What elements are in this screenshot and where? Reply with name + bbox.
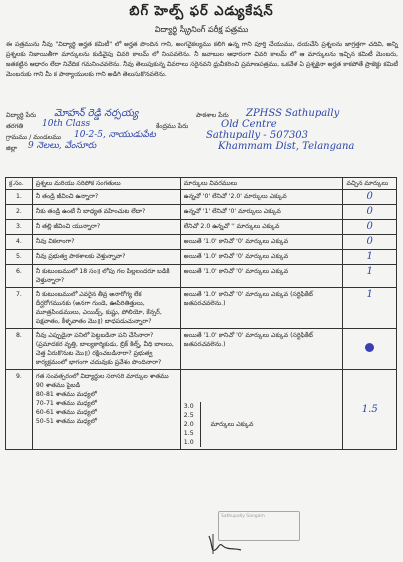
student-details-section — [6, 110, 398, 154]
row-question: నీకు తండ్రి ఉంటే నీ బాధ్యత వహించుట లేదా? — [32, 205, 180, 220]
row-number: 2. — [6, 205, 33, 220]
table-row — [6, 288, 397, 329]
form-subtitle: విద్యార్థి స్క్రీనింగ్ పరీక్ష పత్రము — [154, 25, 249, 34]
state-value: Khammam Dist, Telangana — [218, 141, 355, 152]
header-details: మార్కులు వివరములు — [180, 178, 343, 190]
address-value: 10-2-5, నాయుడుపేట — [74, 130, 156, 140]
table-row — [6, 190, 397, 205]
row-number: 1. — [6, 190, 33, 205]
table-row — [6, 329, 397, 370]
handwritten-mark: 0 — [366, 206, 373, 217]
row-details: ఉన్నచో '1' లేనిచో '0' మార్కులు ఎక్కువ — [180, 205, 343, 220]
handwritten-mark: 1 — [366, 289, 373, 300]
point-item: 1.5 — [183, 430, 194, 437]
header-serial: క్ర.సం. — [6, 178, 33, 190]
centre-label: కేంద్రము పేరు — [156, 123, 189, 130]
handwritten-mark: 1 — [366, 251, 373, 262]
row-number: 4. — [6, 235, 33, 250]
row-question: నీవు వికలాంగా? — [32, 235, 180, 250]
row-question: నీ కుటుంబములో ఎవరైన తీవ్ర అనారోగ్య లేక దీర్ఘరోగమునకు (అనగా గుండె, ఊపిరితిత్తులు, మూత్రపిండములు, ఎయిడ్స్, కుష్టు, పోలియో, కేన్సర్, పక్షవాతం, కీళ్ళవాతం మొ॥) బాధపడుచున్నారా? — [32, 288, 180, 329]
row-mark — [343, 370, 397, 450]
header-question: ప్రశ్నలు మరియు సరిపోక సంగతులు — [32, 178, 180, 190]
row-question-text: గత సంవత్సరంలో విద్యార్థుల సరాసరి మార్కుల శాతము — [35, 373, 169, 380]
row-details: అయితే '1.0' కానిచో '0' మార్కులు ఎక్కువ (సర్టిఫికేట్ జతపరచవలెను.) — [180, 329, 343, 370]
row-question: నీవు ప్రభుత్వ పాఠశాలకు వెళ్తున్నావా? — [32, 250, 180, 265]
row-question — [32, 370, 180, 450]
school-value: ZPHSS Sathupally — [246, 108, 340, 119]
points-list — [184, 402, 201, 447]
point-item: 2.0 — [183, 421, 194, 428]
name-value: మోహన్ రెడ్డి నర్సయ్య — [54, 108, 139, 119]
row-mark — [343, 250, 397, 265]
row-number: 8. — [6, 329, 33, 370]
handwritten-mark: 0 — [366, 191, 373, 202]
name-label: విద్యార్థి పేరు — [6, 112, 37, 119]
range-item: 90 శాతము పైబడి — [35, 382, 81, 389]
row-question: నీ కుటుంబములో 18 సం॥ లోపు గల పిల్లలందరూ బడికి వెళ్తున్నారా? — [32, 265, 180, 288]
row-details: అయితే '1.0' కానిచో '0' మార్కులు ఎక్కువ — [180, 235, 343, 250]
row-question: నీ తండ్రి జీవించి ఉన్నారా? — [32, 190, 180, 205]
row-details: లేనిచో 2.0 ఉన్నచో '' మార్కులు ఎక్కువ — [180, 220, 343, 235]
row-mark — [343, 190, 397, 205]
district-row — [6, 143, 398, 154]
class-row — [6, 121, 398, 132]
signature-icon — [205, 532, 245, 556]
address-label: గ్రామము / మండలము — [6, 134, 62, 141]
table-row — [6, 205, 397, 220]
class-label: తరగతి — [6, 123, 24, 130]
ink-scribble-mark — [365, 343, 374, 352]
class-value: 10th Class — [42, 119, 91, 129]
instructions-paragraph: ఈ పత్రమును నీవు "విద్యార్థి అర్హత కమిటీ" లో అర్హత పొందిన గాని, అంగవైకల్యము కలిగి ఉన్న గాని పూర్తి చేయుము, దయచేసి ప్రశ్నలను జాగ్రత్తగా చదివి, అన్ని ప్రశ్నలకు నిజాయితీగా మార్కులను కుడివైపు చివరి కాలమ్ లో నింపవలెను. నీ జవాబుల ఆధారంగా చివరి కాలమ్ లో ఆ మార్కులను ఇచ్చిన కమిటీ మెంబరు, జతకట్టిన ఆధారం లేదా నివేదిక గమనించవలెను. నీవు తెలుపుకున్న వివరాలు సరైనవని ధ్రువీకరించి ప్రమాణపత్రము, ఒకవేళ ఏ ప్రశ్నకైనా అర్హత కాకపోతే ప్రాజెక్టు కమిటీ మెంబరుకు గాని మీ క పాఠ్యాయులకు గాని అడిగి తెలుసుకొనవలెను. — [6, 41, 398, 78]
table-row — [6, 220, 397, 235]
row-details: అయితే '1.0' కానిచో '0' మార్కులు ఎక్కువ — [180, 265, 343, 288]
form-title: బిగ్ హెల్ప్ ఫర్ ఎడ్యుకేషన్ — [129, 4, 274, 19]
row-number: 9. — [6, 370, 33, 450]
table-row — [6, 265, 397, 288]
row-question: నీ తల్లి జీవించి యున్నారా? — [32, 220, 180, 235]
row-details — [180, 370, 343, 450]
school-label: పాఠశాల పేరు — [196, 112, 229, 119]
table-row — [6, 235, 397, 250]
row-mark — [343, 265, 397, 288]
official-stamp: Sathupally Sangam — [218, 511, 300, 541]
row-mark — [343, 329, 397, 370]
screening-table — [5, 177, 397, 450]
table-row — [6, 370, 397, 450]
row-mark — [343, 235, 397, 250]
handwritten-mark: 0 — [366, 236, 373, 247]
row-mark — [343, 220, 397, 235]
district-label: జిల్లా — [6, 145, 18, 152]
village-value: Sathupally - 507303 — [206, 130, 309, 141]
percentage-ranges — [36, 381, 177, 426]
range-item: 70-71 శాతము మధ్యలో — [35, 400, 97, 407]
point-item: 3.0 — [183, 403, 194, 410]
row-number: 6. — [6, 265, 33, 288]
row-number: 3. — [6, 220, 33, 235]
row-mark — [343, 288, 397, 329]
range-item: 60-61 శాతము మధ్యలో — [35, 409, 97, 416]
table-row — [6, 250, 397, 265]
range-item: 50-51 శాతము మధ్యలో — [35, 418, 97, 425]
row-details: అయితే '1.0' కానిచో '0' మార్కులు ఎక్కువ — [180, 250, 343, 265]
header-marks: వచ్చిన మార్కులు — [343, 178, 397, 190]
row-details: ఉన్నచో '0' లేనిచో '2.0' మార్కులు ఎక్కువ — [180, 190, 343, 205]
point-item: 1.0 — [183, 439, 194, 446]
centre-value: Old Centre — [221, 119, 277, 130]
handwritten-mark: 1 — [366, 266, 373, 277]
handwritten-mark: 0 — [366, 221, 373, 232]
row-details: అయితే '1.0' కానిచో '0' మార్కులు ఎక్కువ (సర్టిఫికేట్ జతపరచవలెను.) — [180, 288, 343, 329]
point-item: 2.5 — [183, 412, 194, 419]
row-question: నీవు ఎప్పుడైనా పనిలో పెట్టబడినా పని చేసినారా? (ప్రమాదకర వృత్తి, బాల్యకార్మికుడు, బ్రిక్ కిల్న్, వీధి బాలలు, చెత్త ఏరుకొనుట మొ॥) రక్షించబడినారా? ప్రభుత్వ కార్యక్రమంలో భాగంగా చదువుకు ప్రవేశం పొందినారా? — [32, 329, 180, 370]
range-item: 80-81 శాతము మధ్యలో — [35, 391, 97, 398]
table-header-row — [6, 178, 397, 190]
row-number: 7. — [6, 288, 33, 329]
row-number: 5. — [6, 250, 33, 265]
handwritten-mark: 1.5 — [361, 403, 378, 415]
district-value: 9 నెలలు, వేంసూరు — [28, 141, 97, 151]
row-details-text: మార్కులు ఎక్కువ — [210, 421, 254, 428]
row-mark — [343, 205, 397, 220]
